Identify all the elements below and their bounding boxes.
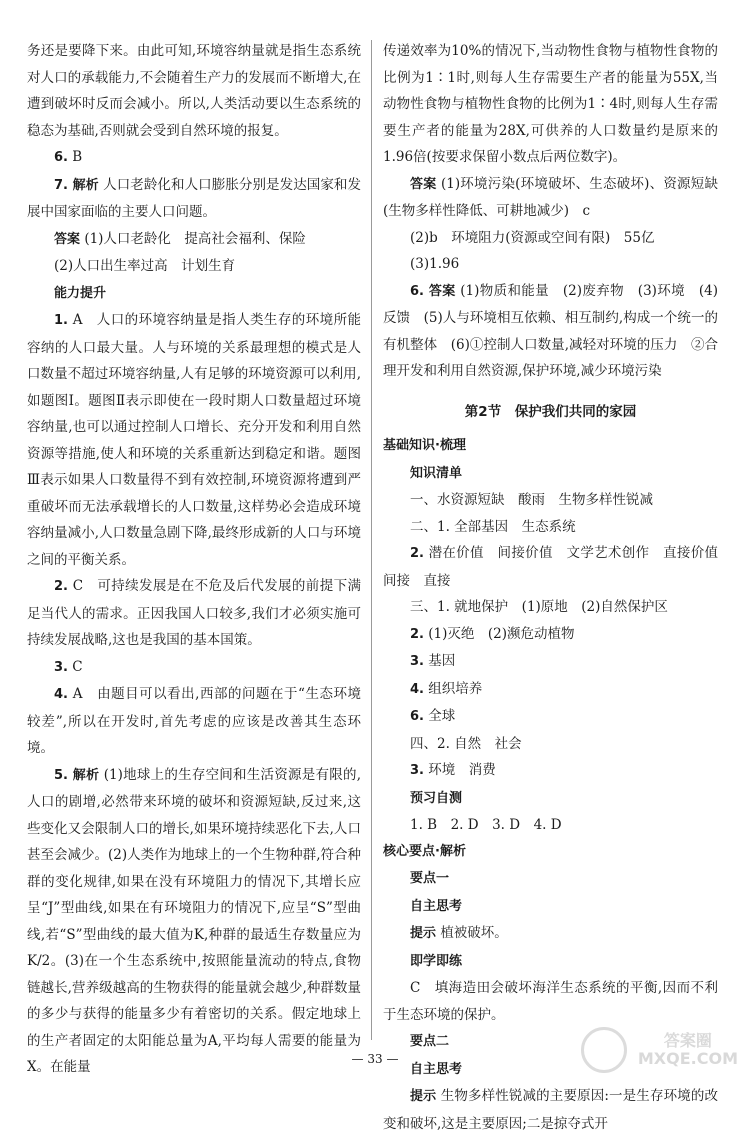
paragraph bbox=[383, 487, 718, 514]
paragraph bbox=[383, 865, 718, 893]
paragraph bbox=[383, 171, 718, 225]
bold-label: 6. bbox=[410, 709, 424, 724]
bold-label: 7. 解析 bbox=[54, 177, 99, 193]
paragraph-text: (1)物质和能量 (2)废弃物 (3)环境 (4)反馈 (5)人与环境相互依赖、相互制约,构成一个统一的有机整体 (6)①控制人口数量,减轻对环境的压力 ②合理开发和利用自然资源,保护环境,减少环境污染 bbox=[383, 282, 718, 379]
bold-label: 6. bbox=[54, 150, 68, 165]
paragraph-text: C 填海造田会破坏海洋生态系统的平衡,因而不利于生态环境的保护。 bbox=[383, 980, 718, 1023]
paragraph bbox=[383, 975, 718, 1028]
bold-label: 3. bbox=[54, 659, 68, 675]
paragraph-text: 传递效率为10%的情况下,当动物性食物与植物性食物的比例为1∶1时,则每人生存需要生产者的能量为55X,当动物性食物与植物性食物的比例为1∶4时,则每人生存需要生产者的能量为28X,可供养的人口数量约是原来的1.96倍(按要求保留小数点后两位数字)。 bbox=[383, 43, 718, 165]
paragraph-text: C 可持续发展是在不危及后代发展的前提下满足当代人的需求。正因我国人口较多,我们才必须实施可持续发展战略,这也是我国的基本国策。 bbox=[27, 578, 361, 648]
paragraph bbox=[27, 654, 361, 682]
bold-label: 3. bbox=[410, 763, 424, 778]
paragraph bbox=[383, 594, 718, 621]
bold-label: 3. bbox=[410, 654, 424, 669]
bold-label: 2. bbox=[54, 579, 68, 594]
bold-label: 要点一 bbox=[410, 871, 450, 886]
paragraph bbox=[383, 676, 718, 704]
bold-label: 6. 答案 bbox=[410, 283, 456, 299]
paragraph-text: (1)人口老龄化 提高社会福利、保险 bbox=[84, 230, 306, 247]
bold-label: 提示 bbox=[410, 926, 437, 941]
paragraph bbox=[27, 280, 361, 308]
paragraph bbox=[383, 514, 718, 541]
paragraph bbox=[27, 253, 361, 280]
paragraph bbox=[383, 703, 718, 731]
paragraph-text: B bbox=[72, 149, 83, 165]
paragraph-text: (1)地球上的生存空间和生活资源是有限的,人口的剧增,必然带来环境的破坏和资源短缺,反过来,这些变化又会限制人口的增长,如果环境持续恶化下去,人口甚至会减少。(2)人类作为地球上的一个生物种群,符合种群的变化规律,如果在没有环境阻力的情况下,其增长应呈“J”型曲线,如果在有环境阻力的情况下,应呈“S”型曲线,若“S”型曲线的最大值为K,种群的最适生存数量应为K/2。(3)在一个生态系统中,按照能量流动的特点,食物链越长,营养级越高的生物获得的能量就会越少,种群数量的多少与获得的能量多少有着密切的关系。假定地球上的生产者固定的太阳能总量为A,平均每人需要的能量为X。在能量 bbox=[27, 766, 361, 1075]
paragraph-text: (2)人口出生率过高 计划生育 bbox=[54, 258, 236, 274]
bold-label: 要点二 bbox=[410, 1034, 450, 1049]
paragraph bbox=[383, 920, 718, 948]
paragraph bbox=[383, 460, 718, 488]
paragraph-text: 三、1. 就地保护 (1)原地 (2)自然保护区 bbox=[410, 599, 668, 615]
paragraph bbox=[27, 307, 361, 573]
paragraph bbox=[383, 731, 718, 758]
paragraph bbox=[383, 278, 718, 385]
subheading bbox=[383, 433, 718, 460]
bold-label: 1. bbox=[54, 313, 68, 328]
bold-label: 自主思考 bbox=[410, 1061, 463, 1077]
section-title bbox=[383, 399, 718, 426]
paragraph bbox=[383, 948, 718, 976]
paragraph-text: 环境 消费 bbox=[428, 762, 496, 778]
paragraph-text: 全球 bbox=[428, 708, 456, 724]
paragraph bbox=[383, 38, 718, 171]
paragraph-text: A 由题目可以看出,西部的问题在于“生态环境较差”,所以在开发时,首先考虑的应该是改善其生态环境。 bbox=[27, 686, 361, 756]
bold-label: 4. bbox=[410, 681, 424, 697]
bold-label: 4. bbox=[54, 687, 68, 702]
subheading-text: 核心要点·解析 bbox=[383, 843, 466, 859]
subheading-text: 基础知识·梳理 bbox=[383, 438, 466, 453]
paragraph-text: 务还是要降下来。由此可知,环境容纳量就是指生态系统对人口的承载能力,不会随着生产力的发展而不断增大,在遭到破坏时反而会减小。所以,人类活动要以生态系统的稳态为基础,否则就会受到自然环境的报复。 bbox=[27, 43, 361, 139]
bold-label: 能力提升 bbox=[54, 285, 107, 301]
paragraph-text: 1. B 2. D 3. D 4. D bbox=[410, 817, 562, 833]
paragraph bbox=[383, 225, 718, 252]
paragraph bbox=[27, 762, 361, 1081]
paragraph bbox=[383, 812, 718, 839]
bold-label: 5. 解析 bbox=[54, 767, 100, 783]
paragraph-text: C bbox=[72, 658, 83, 675]
watermark-text: 答案圈 MXQE.COM bbox=[637, 1031, 738, 1068]
paragraph bbox=[27, 172, 361, 226]
paragraph bbox=[383, 621, 718, 649]
paragraph-text: 基因 bbox=[428, 653, 456, 669]
left-column bbox=[27, 38, 361, 1081]
bold-label: 提示 bbox=[410, 1089, 437, 1104]
bold-label: 2. bbox=[410, 546, 424, 561]
bold-label: 答案 bbox=[410, 176, 437, 192]
paragraph bbox=[383, 757, 718, 785]
paragraph-text: 植被破坏。 bbox=[440, 925, 508, 941]
paragraph-text: A 人口的环境容纳量是指人类生存的环境所能容纳的人口最大量。人与环境的关系最理想的模式是人口数量不超过环境容纳量,人有足够的环境资源可以利用,如题图Ⅰ。题图Ⅱ表示即使在一段时期人口数量超过环境容纳量,也可以通过控制人口增长、充分开发和利用自然资源等措施,使人和环境的关系重新达到稳定和谐。题图Ⅲ表示如果人口数量得不到有效控制,环境资源将遭到严重破坏而无法承载增长的人口数量,这样势必会造成环境容纳量减小,人口数量急剧下降,最终形成新的人口与环境之间的平衡关系。 bbox=[27, 312, 361, 568]
bold-label: 知识清单 bbox=[410, 465, 463, 481]
paragraph-text: (1)灭绝 (2)濒危动植物 bbox=[428, 625, 575, 642]
section-title-text: 第2节 保护我们共同的家园 bbox=[464, 403, 637, 420]
bold-label: 预习自测 bbox=[410, 790, 463, 806]
bold-label: 自主思考 bbox=[410, 898, 463, 914]
paragraph-text: 潜在价值 间接价值 文学艺术创作 直接价值 间接 直接 bbox=[383, 545, 732, 589]
column-divider bbox=[371, 40, 372, 1040]
paragraph-text: (1)环境污染(环境破坏、生态破坏)、资源短缺(生物多样性降低、可耕地减少) c bbox=[383, 175, 718, 219]
paragraph-text: (3)1.96 bbox=[410, 256, 460, 272]
paragraph bbox=[383, 648, 718, 676]
paragraph bbox=[27, 573, 361, 654]
paragraph-text: 一、水资源短缺 酸雨 生物多样性锐减 bbox=[410, 492, 653, 508]
page-number: — 33 — bbox=[351, 1052, 399, 1066]
paragraph-text: 组织培养 bbox=[428, 680, 483, 697]
bold-label: 即学即练 bbox=[410, 953, 463, 969]
paragraph-text: 四、2. 自然 社会 bbox=[410, 735, 522, 752]
paragraph-text: 二、1. 全部基因 生态系统 bbox=[410, 518, 576, 535]
paragraph bbox=[383, 251, 718, 278]
paragraph bbox=[383, 1083, 718, 1137]
paragraph bbox=[27, 38, 361, 144]
paragraph-text: 生物多样性锐减的主要原因:一是生存环境的改变和破坏,这是主要原因;二是掠夺式开 bbox=[383, 1088, 718, 1132]
paragraph-text: 人口老龄化和人口膨胀分别是发达国家和发展中国家面临的主要人口问题。 bbox=[27, 176, 362, 220]
watermark-seal-icon bbox=[581, 1027, 627, 1073]
bold-label: 答案 bbox=[54, 231, 81, 247]
paragraph bbox=[27, 144, 361, 172]
bold-label: 2. bbox=[410, 626, 424, 642]
right-column bbox=[383, 38, 732, 1137]
watermark-logo bbox=[581, 1027, 738, 1073]
paragraph bbox=[27, 681, 361, 762]
subheading bbox=[383, 839, 718, 866]
paragraph bbox=[383, 785, 718, 813]
paragraph bbox=[383, 540, 732, 594]
paragraph bbox=[27, 226, 361, 254]
paragraph-text: (2)b 环境阻力(资源或空间有限) 55亿 bbox=[410, 229, 655, 246]
paragraph bbox=[383, 893, 718, 921]
